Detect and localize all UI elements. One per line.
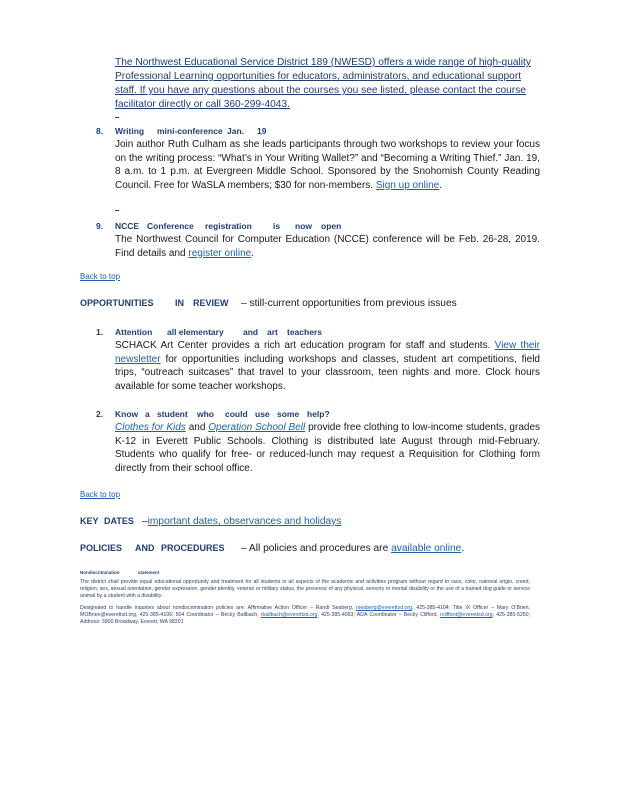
nondiscrimination-paragraph: The district shall provide equal educational opportunity and treatment for all students in all aspects of the academic and activities program without regard to race, color, national origin, creed, religion, sex, sexual orientation, gender expression, gender identity, veteran or military status, the presence of any physical, sensory or mental disability or the use of a trained dog guide or service animal by a student with a disability. (80, 579, 530, 599)
operation-school-bell-link[interactable]: Operation School Bell (208, 422, 306, 433)
list-item-ncce-registration (96, 220, 546, 262)
item-body: The Northwest Council for Computer Education (NCCE) conference will be Feb. 26-28, 2019. Find details and register online. (115, 234, 540, 259)
available-online-link[interactable]: available online (391, 543, 462, 554)
item-number: 9. (96, 221, 104, 231)
item-body: Join author Ruth Culham as she leads participants through two workshops to review your focus on the writing process: “What’s in Your Writing Wallet?” and “Becoming a Writing Thief.” Jan. 19, 8 a.m. to 1 p.m. at Evergreen Middle School. Sponsored by the Snohomish County Reading Council. Free for WaSLA members; $30 for non-members. Sign up online. (115, 139, 540, 191)
email-link[interactable]: rseaberg@everettsd.org (356, 605, 413, 611)
back-to-top-link[interactable]: Back to top (80, 272, 121, 281)
item-heading: NCCE Conference registration is now open (115, 221, 342, 231)
view-newsletter-link[interactable]: View their newsletter (115, 340, 540, 365)
item-body: Clothes for Kids and Operation School Bell provide free clothing to low-income students, grades K-12 in Everett Public Schools. Clothing is distributed late August through mid-February. Students who qualify for free- or reduced-lunch may request a Requisition for Clothing form directly from their school office. (115, 422, 541, 474)
nondiscrimination-statement: Nondiscrimination statement The district shall provide equal educational opportunity and treatment for all students in all aspects of the academic and activities program without regard to race, color, national origin, creed, religion, sex, sexual orientation, gender expression, gender identity, veteran or military status, the presence of any physical, sensory or mental disability or the use of a trained dog guide or service animal by a student with a disability. Designated to handle inquiries about nondiscrimination policies are: Affirmative Action Officer – Randi Seaberg, rseaberg@everettsd.org, 425-385-4104; Title IX Officer – Mary O’Brien, MOBrien@everettsd.org, 425-385-4106; 504 Coordinator – Becky Ballbach, rballbach@everettsd.org, 425-385-4063; ADA Coordinator – Becky Clifford, rclifford@everettsd.org, 425-385-5250; Address: 3900 Broadway, Everett, WA 98201 (80, 570, 530, 625)
key-dates-heading: KEY DATES –important dates, observances and holidays (80, 516, 342, 527)
item-number: 8. (96, 126, 104, 136)
email-link[interactable]: rballbach@everettsd.org (260, 612, 318, 618)
divider-dash (115, 210, 119, 211)
item-number: 2. (96, 409, 104, 419)
item-heading: Writing mini-conference Jan. 19 (115, 126, 267, 136)
email-link[interactable]: rclifford@everettsd.org (440, 612, 493, 618)
item-number: 1. (96, 327, 104, 337)
policies-heading: POLICIES AND PROCEDURES – All policies and procedures are available online. (80, 543, 465, 554)
list-item-student-help (96, 408, 546, 478)
sign-up-online-link[interactable]: Sign up online (375, 179, 440, 191)
clothes-for-kids-link[interactable]: Clothes for Kids (115, 422, 186, 433)
contacts-paragraph: Designated to handle inquiries about nondiscrimination policies are: Affirmative Action Officer – Randi Seaberg, rseaberg@everettsd.org, 425-385-4104; Title IX Officer – Mary O’Brien, MOBrien@everettsd.org, 425-385-4106; 504 Coordinator – Becky Ballbach, rballbach@everettsd.org, 425-385-4063; ADA Coordinator – Becky Clifford, rclifford@everettsd.org, 425-385-5250; Address: 3900 Broadway, Everett, WA 98201 (80, 605, 530, 625)
register-online-link[interactable]: register online (188, 247, 252, 259)
back-to-top-link[interactable]: Back to top (80, 490, 121, 499)
important-dates-link[interactable]: important dates, observances and holidays (147, 516, 342, 527)
item-heading: Attention all elementary and art teachers (115, 327, 322, 337)
list-item-writing-conference (96, 125, 546, 205)
opportunities-heading: OPPORTUNITIES IN REVIEW – still-current opportunities from previous issues (80, 298, 457, 309)
nwesd-intro-paragraph[interactable]: The Northwest Educational Service District 189 (NWESD) offers a wide range of high-quality Professional Learning opportunities for educators, administrators, and educational support staff. If you have any questions about the courses you see listed, please contact the course facilitator directly or call 360-299-4043. (115, 57, 531, 110)
item-body: SCHACK Art Center provides a rich art education program for staff and students. View their newsletter for opportunities including workshops and classes, student art competitions, field trips, “outreach suitcases” that travel to your classroom, teen nights and more. Clock hours available for some teacher workshops. (115, 340, 540, 392)
item-heading: Know a student who could use some help? (115, 409, 330, 419)
list-item-art-teachers (96, 326, 546, 396)
divider-dash (115, 117, 119, 118)
